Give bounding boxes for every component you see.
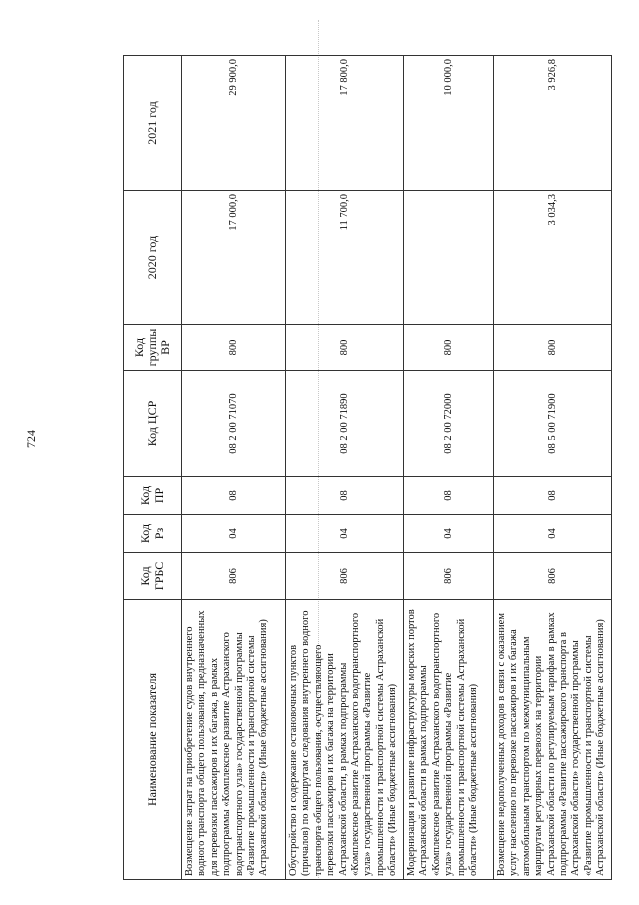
row-name: Модернизация и развитие инфраструктуры морских портов Астраханской области в рамках подпрограммы «Комплексное развитие Астраханского водотранспортного узла» государственной программы «Развитие промышленности и транспортной системы Астраханской области» (Иные бюджетные ассигнования)	[404, 600, 494, 880]
row-vr: 800	[286, 325, 404, 371]
row-grbs: 806	[286, 553, 404, 600]
table-row	[286, 56, 404, 880]
row-2021: 17 800,0	[286, 56, 404, 191]
row-grbs: 806	[182, 553, 286, 600]
row-grbs: 806	[494, 553, 612, 600]
header-csr: Код ЦСР	[124, 371, 182, 477]
row-vr: 800	[182, 325, 286, 371]
row-csr: 08 5 00 71900	[494, 371, 612, 477]
row-rz: 04	[182, 515, 286, 553]
header-vr: Код группы ВР	[124, 325, 182, 371]
header-2020: 2020 год	[124, 191, 182, 325]
table-row	[494, 56, 612, 880]
row-name: Возмещение недополученных доходов в связи с оказанием услуг населению по перевозке пассажиров и их багажа автомобильным транспортом по межмуниципальным маршрутам регулярных перевозок на территории Астраханской области по регулируемым тарифам в рамках подпрограммы «Развитие пассажирского транспорта в Астраханской области» государственной программы «Развитие промышленности и транспортной системы Астраханской области» (Иные бюджетные ассигнования)	[494, 600, 612, 880]
header-name: Наименование показателя	[124, 600, 182, 880]
row-pr: 08	[286, 477, 404, 515]
rotated-table-wrapper	[123, 56, 606, 880]
row-rz: 04	[286, 515, 404, 553]
row-csr: 08 2 00 71070	[182, 371, 286, 477]
row-2020: 17 000,0	[182, 191, 286, 325]
header-grbs: Код ГРБС	[124, 553, 182, 600]
row-2020	[404, 191, 494, 325]
budget-table	[123, 55, 612, 880]
row-rz: 04	[494, 515, 612, 553]
row-grbs: 806	[404, 553, 494, 600]
row-rz: 04	[404, 515, 494, 553]
row-vr: 800	[494, 325, 612, 371]
row-2020: 11 700,0	[286, 191, 404, 325]
table-row	[182, 56, 286, 880]
row-pr: 08	[494, 477, 612, 515]
row-csr: 08 2 00 71890	[286, 371, 404, 477]
header-pr: Код ПР	[124, 477, 182, 515]
page-number: 724	[24, 430, 38, 448]
row-vr: 800	[404, 325, 494, 371]
row-pr: 08	[182, 477, 286, 515]
table-row	[404, 56, 494, 880]
row-csr: 08 2 00 72000	[404, 371, 494, 477]
header-rz: Код Рз	[124, 515, 182, 553]
table-header-row	[124, 56, 182, 880]
row-2020: 3 034,3	[494, 191, 612, 325]
row-2021: 29 900,0	[182, 56, 286, 191]
row-2021: 10 000,0	[404, 56, 494, 191]
row-name: Возмещение затрат на приобретение судов внутреннего водного транспорта общего пользования, предназначенных для перевозки пассажиров и их багажа, в рамках подпрограммы «Комплексное развитие Астраханского водотранспортного узла» государственной программы «Развитие промышленности и транспортной системы Астраханской области» (Иные бюджетные ассигнования)	[182, 600, 286, 880]
row-2021: 3 926,8	[494, 56, 612, 191]
row-name: Обустройство и содержание остановочных пунктов (причалов) по маршрутам следования внутреннего водного транспорта общего пользования, осуществляющего перевозки пассажиров и их багажа на территории Астраханской области, в рамках подпрограммы «Комплексное развитие Астраханского водотранспортного узла» государственной программы «Развитие промышленности и транспортной системы Астраханской области» (Иные бюджетные ассигнования)	[286, 600, 404, 880]
header-2021: 2021 год	[124, 56, 182, 191]
row-pr: 08	[404, 477, 494, 515]
